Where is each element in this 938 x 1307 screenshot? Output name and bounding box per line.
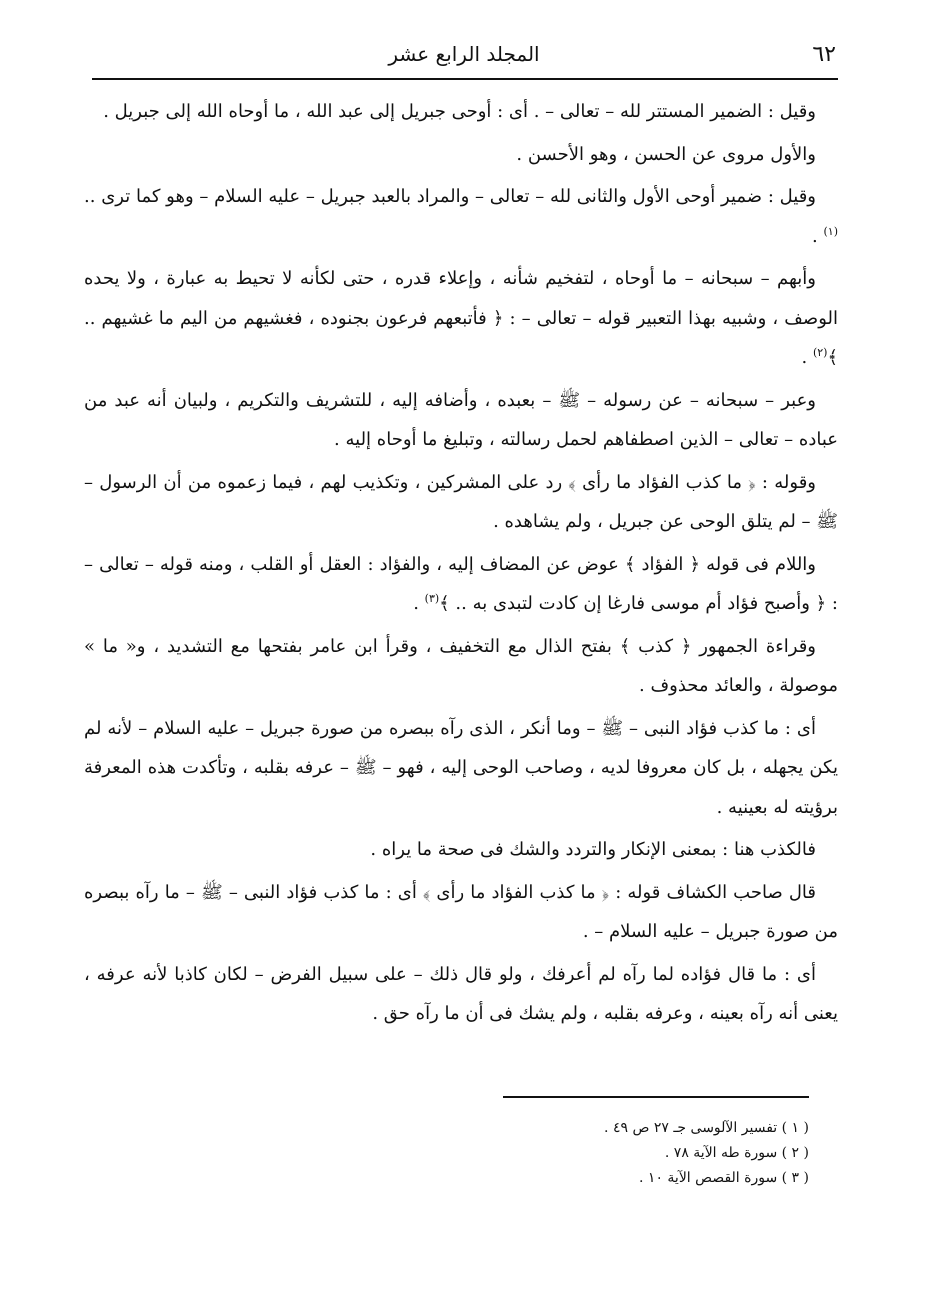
paragraph: قال صاحب الكشاف قوله : ﴿ ما كذب الفؤاد ما رأى ﴾ أى : ما كذب فؤاد النبى – ﷺ – ما رآه ببصره من صورة جبريل – عليه السلام – . [84,881,838,942]
paragraph: وقيل : الضمير المستتر لله – تعالى – . أى : أوحى جبريل إلى عبد الله ، ما أوحاه الله إلى جبريل . [103,101,816,122]
paragraph: وقراءة الجمهور ﴿ كذب ﴾ بفتح الذال مع التخفيف ، وقرأ ابن عامر بفتحها مع التشديد ، و« ما » موصولة ، والعائد محذوف . [84,635,838,696]
footnotes [503,1116,809,1191]
paragraph: فالكذب هنا : بمعنى الإنكار والتردد والشك فى صحة ما يراه . [370,839,816,860]
main-text [84,92,838,1037]
header-divider [92,78,838,80]
paragraph: واللام فى قوله ﴿ الفؤاد ﴾ عوض عن المضاف إليه ، والفؤاد : العقل أو القلب ، ومنه قوله – تعالى – : ﴿ وأصبح فؤاد أم موسى فارغا إن كادت لتبدى به .. ﴾$^{(٣)}$ . [84,553,838,614]
footnote: ( ٢ ) سورة طه الآية ٧٨ . [664,1145,809,1161]
footnote: ( ١ ) تفسير الآلوسى جـ ٢٧ ص ٤٩ . [604,1120,809,1136]
paragraph: وعبر – سبحانه – عن رسوله – ﷺ – بعبده ، وأضافه إليه ، للتشريف والتكريم ، ولبيان أنه عبد من عباده – تعالى – الذين اصطفاهم لحمل رسالته ، وتبليغ ما أوحاه إليه . [84,389,838,450]
footnote: ( ٣ ) سورة القصص الآية ١٠ . [639,1170,809,1186]
footnote-reference: (١) [823,224,838,238]
paragraph: أى : ما كذب فؤاد النبى – ﷺ – وما أنكر ، الذى رآه ببصره من صورة جبريل – عليه السلام – لأنه لم يكن يجهله ، بل كان معروفا لديه ، وصاحب الوحى إليه ، فهو – ﷺ – عرفه بقلبه ، وتأكدت هذه المعرفة برؤيته له بعينيه . [84,717,838,818]
paragraph: وقوله : ﴿ ما كذب الفؤاد ما رأى ﴾ رد على المشركين ، وتكذيب لهم ، فيما زعموه من أن الرسول – ﷺ – لم يتلق الوحى عن جبريل ، ولم يشاهده . [84,471,838,532]
page-number: ٦٢ [812,42,836,67]
footnote-reference: (٣) [424,592,440,605]
page-header [92,38,836,74]
paragraph: والأول مروى عن الحسن ، وهو الأحسن . [516,143,816,165]
paragraph: وأبهم – سبحانه – ما أوحاه ، لتفخيم شأنه ، وإعلاء قدره ، حتى لكأنه لا تحيط به عبارة ، ولا يحده الوصف ، وشبيه بهذا التعبير قوله – تعالى – : ﴿ فأتبعهم فرعون بجنوده ، فغشيهم من اليم ما غشيهم .. ﴾$^{(٢)}$ . [84,268,838,368]
paragraph: وقيل : ضمير أوحى الأول والثانى لله – تعالى – والمراد بالعبد جبريل – عليه السلام – وهو كما ترى ..$^{(١)}$ . [84,186,838,247]
footnote-divider [503,1096,809,1098]
paragraph: أى : ما قال فؤاده لما رآه لم أعرفك ، ولو قال ذلك – على سبيل الفرض – لكان كاذبا لأنه عرفه ، يعنى أنه رآه بعينه ، وعرفه بقلبه ، ولم يشك فى أن ما رآه حق . [84,963,838,1024]
footnote-reference: (٢) [812,346,828,359]
volume-title: المجلد الرابع عشر [388,42,540,66]
